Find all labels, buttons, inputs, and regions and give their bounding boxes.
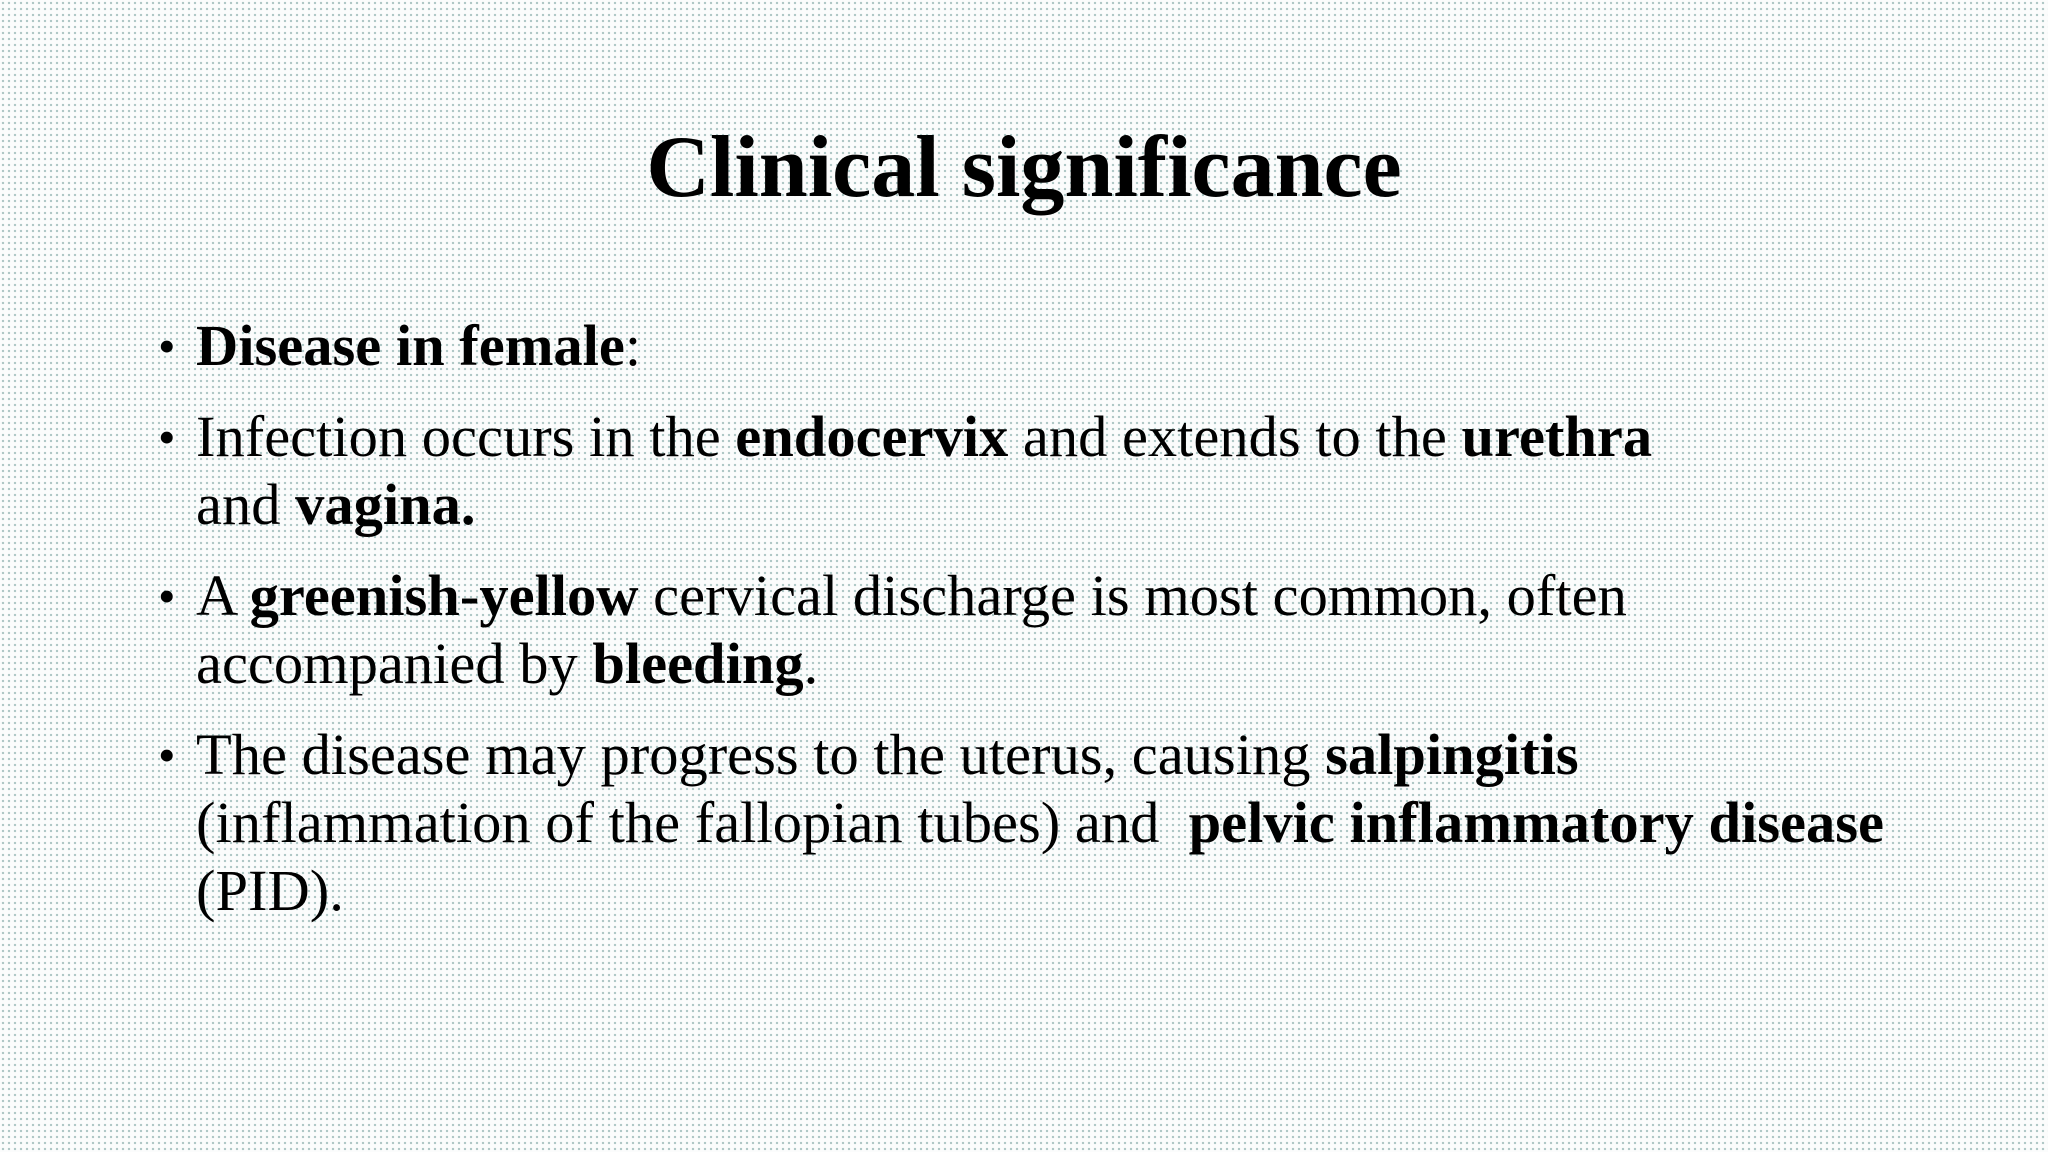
bullet-text-segment: vagina.: [295, 472, 476, 537]
bullet-text-segment: bleeding: [592, 631, 804, 696]
bullet-icon: •: [158, 727, 176, 783]
bullet-text-segment: and: [196, 472, 296, 537]
bullet-text-segment: The disease may progress to the uterus, causing: [196, 722, 1326, 787]
bullet-item-progression: [158, 721, 1898, 925]
bullet-text-segment: Disease in female: [196, 313, 625, 378]
bullet-text-segment: endocervix: [735, 404, 1009, 469]
bullet-text-segment: greenish-yellow: [249, 563, 639, 628]
bullet-text-segment: pelvic inflammatory disease: [1188, 790, 1884, 855]
bullet-text-segment: and extends to the: [1008, 404, 1462, 469]
bullet-item-disease-in-female: [158, 312, 1898, 380]
bullet-text-segment: .: [803, 631, 819, 696]
bullet-text-segment: salpingitis: [1325, 722, 1579, 787]
bullet-item-discharge: [158, 562, 1898, 698]
slide-title: Clinical significance: [646, 119, 1402, 216]
bullet-text-segment: urethra: [1461, 404, 1653, 469]
bullet-icon: •: [158, 318, 176, 374]
bullet-icon: •: [158, 568, 176, 624]
bullet-text-segment: (inflammation of the fallopian tubes) and: [196, 722, 1594, 855]
bullet-text-segment: (PID).: [196, 858, 344, 923]
bullet-text-segment: Infection occurs in the: [196, 404, 736, 469]
bullet-text-segment: cervical discharge is most common, often accompanied by: [196, 563, 1627, 696]
bullet-text-segment: :: [624, 313, 642, 378]
bullet-item-infection: [158, 403, 1898, 539]
bullet-icon: •: [158, 409, 176, 465]
bullet-text-segment: A: [196, 563, 250, 628]
bullet-list: [158, 312, 1898, 948]
